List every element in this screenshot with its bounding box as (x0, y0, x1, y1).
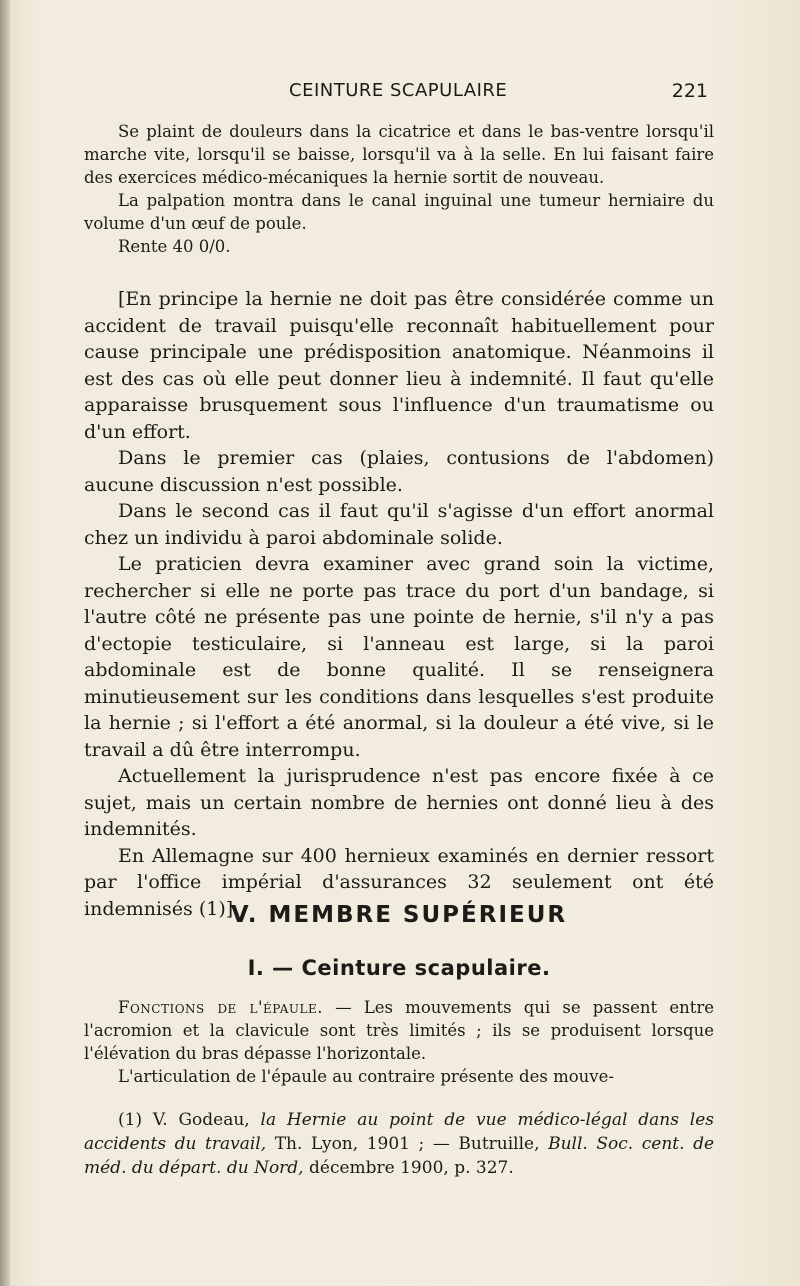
footnote-date: décembre 1900, p. 327. (309, 1158, 514, 1178)
discussion-paragraph: Le praticien devra examiner avec grand soin la victime, rechercher si elle ne porte pas trace du port d'un bandage, si l'autre côté ne présente pas une pointe de hernie, s'il n'y a pas d'ectopie testiculaire, si l'anneau est large, si la paroi abdominale est de bonne qualité. Il se renseignera minutieusement sur les conditions dans lesquelles s'est produite la hernie ; si l'effort a été anormal, si la douleur a été vive, si le travail a dû être interrompu. (84, 553, 714, 761)
discussion-paragraph: Dans le premier cas (plaies, contusions de l'abdomen) aucune discussion n'est possible. (84, 447, 714, 496)
subsection-heading: I. — Ceinture scapulaire. (247, 956, 551, 980)
page-number: 221 (671, 80, 708, 102)
footnote-journal: Bull. Soc. cent. de méd. du départ. du Nord, (84, 1134, 715, 1178)
discussion-paragraph: Dans le second cas il faut qu'il s'agisse d'un effort anormal chez un individu à paroi abdominale solide. (84, 500, 714, 549)
page-header (84, 80, 714, 110)
case-paragraph: La palpation montra dans le canal inguinal une tumeur herniaire du volume d'un œuf de poule. (84, 191, 714, 233)
footnote-title: la Hernie au point de vue médico-légal dans les accidents du travail, (84, 1110, 714, 1154)
running-title: CEINTURE SCAPULAIRE (289, 80, 508, 101)
case-report (84, 120, 714, 258)
footnote-marker: (1) V. Godeau, (118, 1110, 250, 1130)
discussion-paragraph: En Allemagne sur 400 hernieux examinés en dernier ressort par l'office impérial d'assurances 32 seulement ont été indemnisés (1)]. (84, 844, 714, 920)
shoulder-paragraph: L'articulation de l'épaule au contraire présente des mouve- (118, 1067, 614, 1086)
case-paragraph: Rente 40 0/0. (118, 237, 231, 256)
section-heading: V. MEMBRE SUPÉRIEUR (230, 902, 568, 928)
footnote-text (84, 1108, 714, 1180)
paragraph-lead: Fonctions de l'épaule. (118, 998, 323, 1017)
case-paragraph: Se plaint de douleurs dans la cicatrice et dans le bas-ventre lorsqu'il marche vite, lorsqu'il se baisse, lorsqu'il va à la selle. En lui faisant faire des exercices médico-mécaniques la hernie sortit de nouveau. (84, 122, 714, 187)
footnote-source: Th. Lyon, 1901 ; — Butruille, (274, 1134, 540, 1154)
discussion-paragraph: Actuellement la jurisprudence n'est pas encore fixée à ce sujet, mais un certain nombre de hernies ont donné lieu à des indemnités. (84, 765, 714, 840)
paragraph-text: — Les mouvements qui se passent entre l'acromion et la clavicule sont très limités ; ils se produisent lorsque l'élévation du bras dépasse l'horizontale. (84, 998, 714, 1063)
page-spine-shadow (0, 0, 10, 1286)
discussion-paragraph: [En principe la hernie ne doit pas être considérée comme un accident de travail puisqu'elle reconnaît habituellement pour cause principale une prédisposition anatomique. Néanmoins il est des cas où elle peut donner lieu à indemnité. Il faut qu'elle apparaisse brusquement sous l'influence d'un traumatisme ou d'un effort. (84, 288, 714, 443)
shoulder-paragraph (84, 996, 714, 1065)
hernia-discussion (84, 286, 714, 922)
footnote (84, 1108, 714, 1180)
shoulder-functions (84, 996, 714, 1088)
